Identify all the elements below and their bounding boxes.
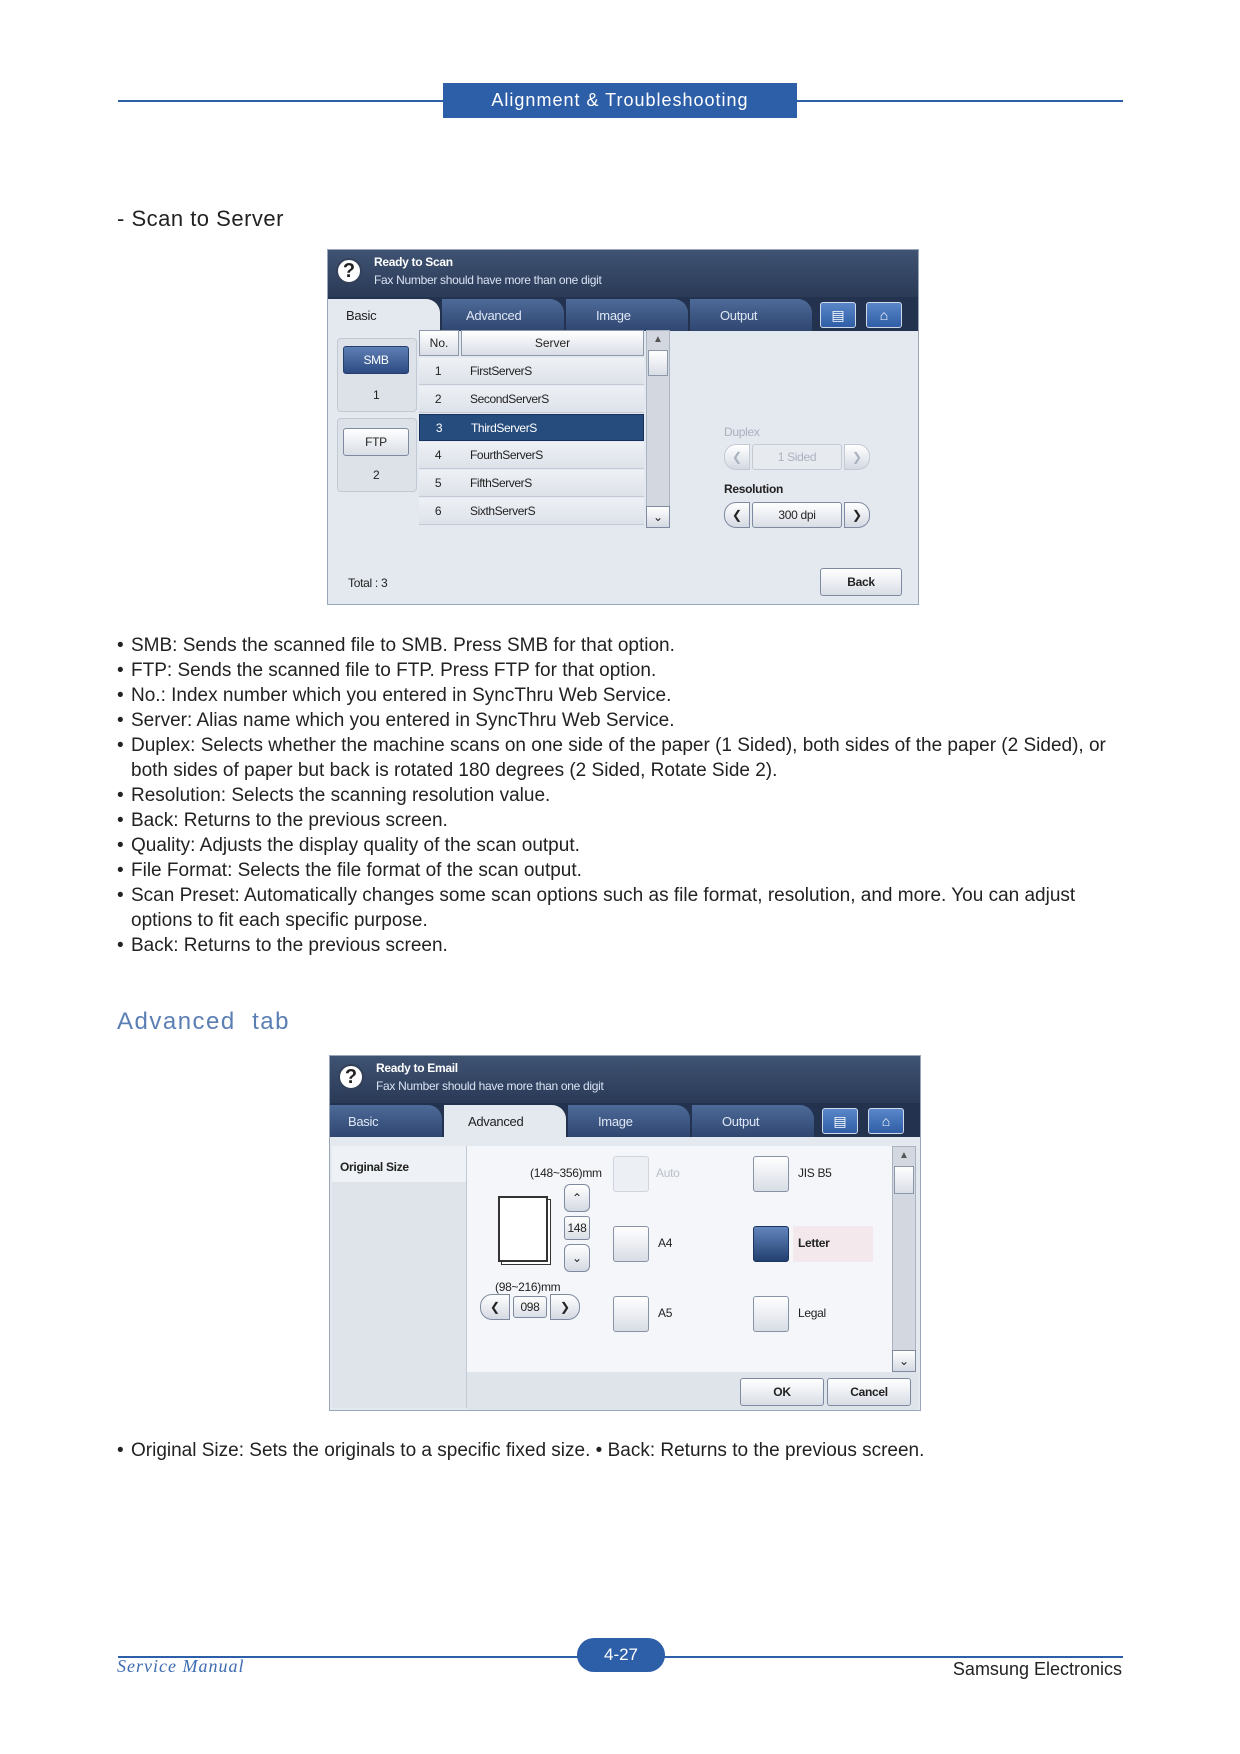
list-item: • Scan Preset: Automatically changes some scan options such as file format, resolution, and more. You can adjust options to fit each specific purpose. <box>117 885 1076 931</box>
tab-basic[interactable]: Basic <box>328 299 440 331</box>
footer-left-text: Service Manual <box>117 1656 245 1676</box>
legal-option-label: Legal <box>798 1306 826 1320</box>
a4-option-checkbox[interactable] <box>613 1226 649 1262</box>
duplex-value: 1 Sided <box>752 444 842 470</box>
table-row[interactable]: 6 SixthServerS <box>419 498 644 525</box>
ok-button[interactable]: OK <box>740 1378 824 1406</box>
duplex-prev-icon: ❮ <box>724 444 750 470</box>
legal-option-checkbox[interactable] <box>753 1296 789 1332</box>
letter-option-checkbox[interactable] <box>753 1226 789 1262</box>
tab-output[interactable]: Output <box>692 1105 814 1137</box>
list-item: • No.: Index number which you entered in SyncThru Web Service. <box>117 685 672 706</box>
home-icon[interactable]: ⌂ <box>866 302 902 328</box>
advanced-tab-screen <box>329 1055 921 1411</box>
scan-to-server-heading: - Scan to Server <box>117 206 284 231</box>
list-item: • Server: Alias name which you entered in SyncThru Web Service. <box>117 710 675 731</box>
advanced-tab-heading: Advanced tab <box>117 1008 290 1035</box>
scroll-up-icon[interactable]: ▲ <box>899 1149 909 1161</box>
job-status-icon[interactable]: ▤ <box>820 302 856 328</box>
width-range: (98~216)mm <box>495 1280 561 1294</box>
home-icon[interactable]: ⌂ <box>868 1108 904 1134</box>
table-row[interactable]: 2 SecondServerS <box>419 386 644 413</box>
height-value[interactable]: 148 <box>564 1216 590 1240</box>
scrollbar-thumb[interactable] <box>894 1166 914 1194</box>
tab-advanced[interactable]: Advanced <box>444 1105 566 1137</box>
tab-bar <box>330 1103 920 1137</box>
status-message: Fax Number should have more than one digit <box>376 1079 604 1093</box>
duplex-label: Duplex <box>724 425 760 439</box>
resolution-label: Resolution <box>724 482 783 496</box>
cancel-button[interactable]: Cancel <box>827 1378 911 1406</box>
page-number: 4-27 <box>577 1638 665 1672</box>
help-icon[interactable]: ? <box>336 258 362 284</box>
jis-b5-option-label: JIS B5 <box>798 1166 832 1180</box>
ftp-count: 2 <box>373 468 380 482</box>
scroll-up-icon[interactable]: ▲ <box>653 333 663 345</box>
tab-advanced[interactable]: Advanced <box>442 299 564 331</box>
table-row[interactable]: 1 FirstServerS <box>419 358 644 385</box>
list-item: • Quality: Adjusts the display quality of the scan output. <box>117 835 580 856</box>
resolution-value[interactable]: 300 dpi <box>752 502 842 528</box>
bullet-list-advanced <box>117 1438 1127 1463</box>
help-icon[interactable]: ? <box>338 1064 364 1090</box>
table-row[interactable]: 4 FourthServerS <box>419 442 644 469</box>
auto-option-label: Auto <box>656 1166 680 1180</box>
back-button[interactable]: Back <box>820 568 902 596</box>
original-size-label: Original Size <box>340 1160 409 1174</box>
header-rule-left <box>118 100 444 102</box>
status-text: Ready to Email <box>376 1061 458 1075</box>
ftp-button[interactable]: FTP <box>343 428 409 456</box>
status-message: Fax Number should have more than one digit <box>374 273 602 287</box>
header-title: Alignment & Troubleshooting <box>443 83 797 118</box>
status-bar <box>328 250 918 297</box>
smb-button[interactable]: SMB <box>343 346 409 374</box>
list-item: • Resolution: Selects the scanning resolution value. <box>117 785 551 806</box>
scroll-down-icon[interactable]: ⌄ <box>646 506 670 528</box>
width-value[interactable]: 098 <box>513 1296 547 1318</box>
width-prev-icon[interactable]: ❮ <box>480 1294 510 1320</box>
duplex-next-icon: ❯ <box>844 444 870 470</box>
list-item: • Duplex: Selects whether the machine scans on one side of the paper (1 Sided), both sides of the paper (2 Sided), or both sides of paper but back is rotated 180 degrees (2 Sided, Rotate Side 2). <box>117 735 1106 781</box>
a5-option-checkbox[interactable] <box>613 1296 649 1332</box>
column-header-server: Server <box>461 330 644 356</box>
height-range: (148~356)mm <box>530 1166 602 1180</box>
job-status-icon[interactable]: ▤ <box>822 1108 858 1134</box>
tab-image[interactable]: Image <box>566 299 688 331</box>
list-item: • FTP: Sends the scanned file to FTP. Press FTP for that option. <box>117 660 657 681</box>
table-row-selected[interactable]: 3 ThirdServerS <box>419 414 644 441</box>
status-bar <box>330 1056 920 1103</box>
tab-bar <box>328 297 918 331</box>
list-item: • Back: Returns to the previous screen. <box>117 810 448 831</box>
height-up-icon[interactable]: ⌃ <box>564 1184 590 1212</box>
total-count: Total : 3 <box>348 576 388 590</box>
list-item: • SMB: Sends the scanned file to SMB. Press SMB for that option. <box>117 635 675 656</box>
list-item: • File Format: Selects the file format of the scan output. <box>117 860 582 881</box>
scan-to-server-screen <box>327 249 919 605</box>
bullet-list-basic <box>117 633 1127 958</box>
footer-right-text: Samsung Electronics <box>952 1659 1122 1679</box>
list-item: • Back: Returns to the previous screen. <box>117 935 448 956</box>
option-list-panel <box>332 1146 467 1408</box>
paper-size-icon <box>498 1196 548 1262</box>
height-down-icon[interactable]: ⌄ <box>564 1244 590 1272</box>
resolution-prev-icon[interactable]: ❮ <box>724 502 750 528</box>
status-text: Ready to Scan <box>374 255 453 269</box>
tab-output[interactable]: Output <box>690 299 812 331</box>
a4-option-label: A4 <box>658 1236 673 1250</box>
scroll-down-icon[interactable]: ⌄ <box>892 1350 916 1372</box>
auto-option-checkbox <box>613 1156 649 1192</box>
letter-option-label: Letter <box>798 1236 830 1250</box>
jis-b5-option-checkbox[interactable] <box>753 1156 789 1192</box>
footer-rule-right <box>664 1656 1123 1658</box>
table-row[interactable]: 5 FifthServerS <box>419 470 644 497</box>
scrollbar-thumb[interactable] <box>648 350 668 376</box>
list-item: • Original Size: Sets the originals to a specific fixed size. • Back: Returns to the previous screen. <box>117 1440 925 1461</box>
a5-option-label: A5 <box>658 1306 673 1320</box>
smb-count: 1 <box>373 388 380 402</box>
tab-basic[interactable]: Basic <box>330 1105 442 1137</box>
resolution-next-icon[interactable]: ❯ <box>844 502 870 528</box>
tab-image[interactable]: Image <box>568 1105 690 1137</box>
column-header-no: No. <box>419 330 459 356</box>
width-next-icon[interactable]: ❯ <box>550 1294 580 1320</box>
header-rule-right <box>796 100 1123 102</box>
